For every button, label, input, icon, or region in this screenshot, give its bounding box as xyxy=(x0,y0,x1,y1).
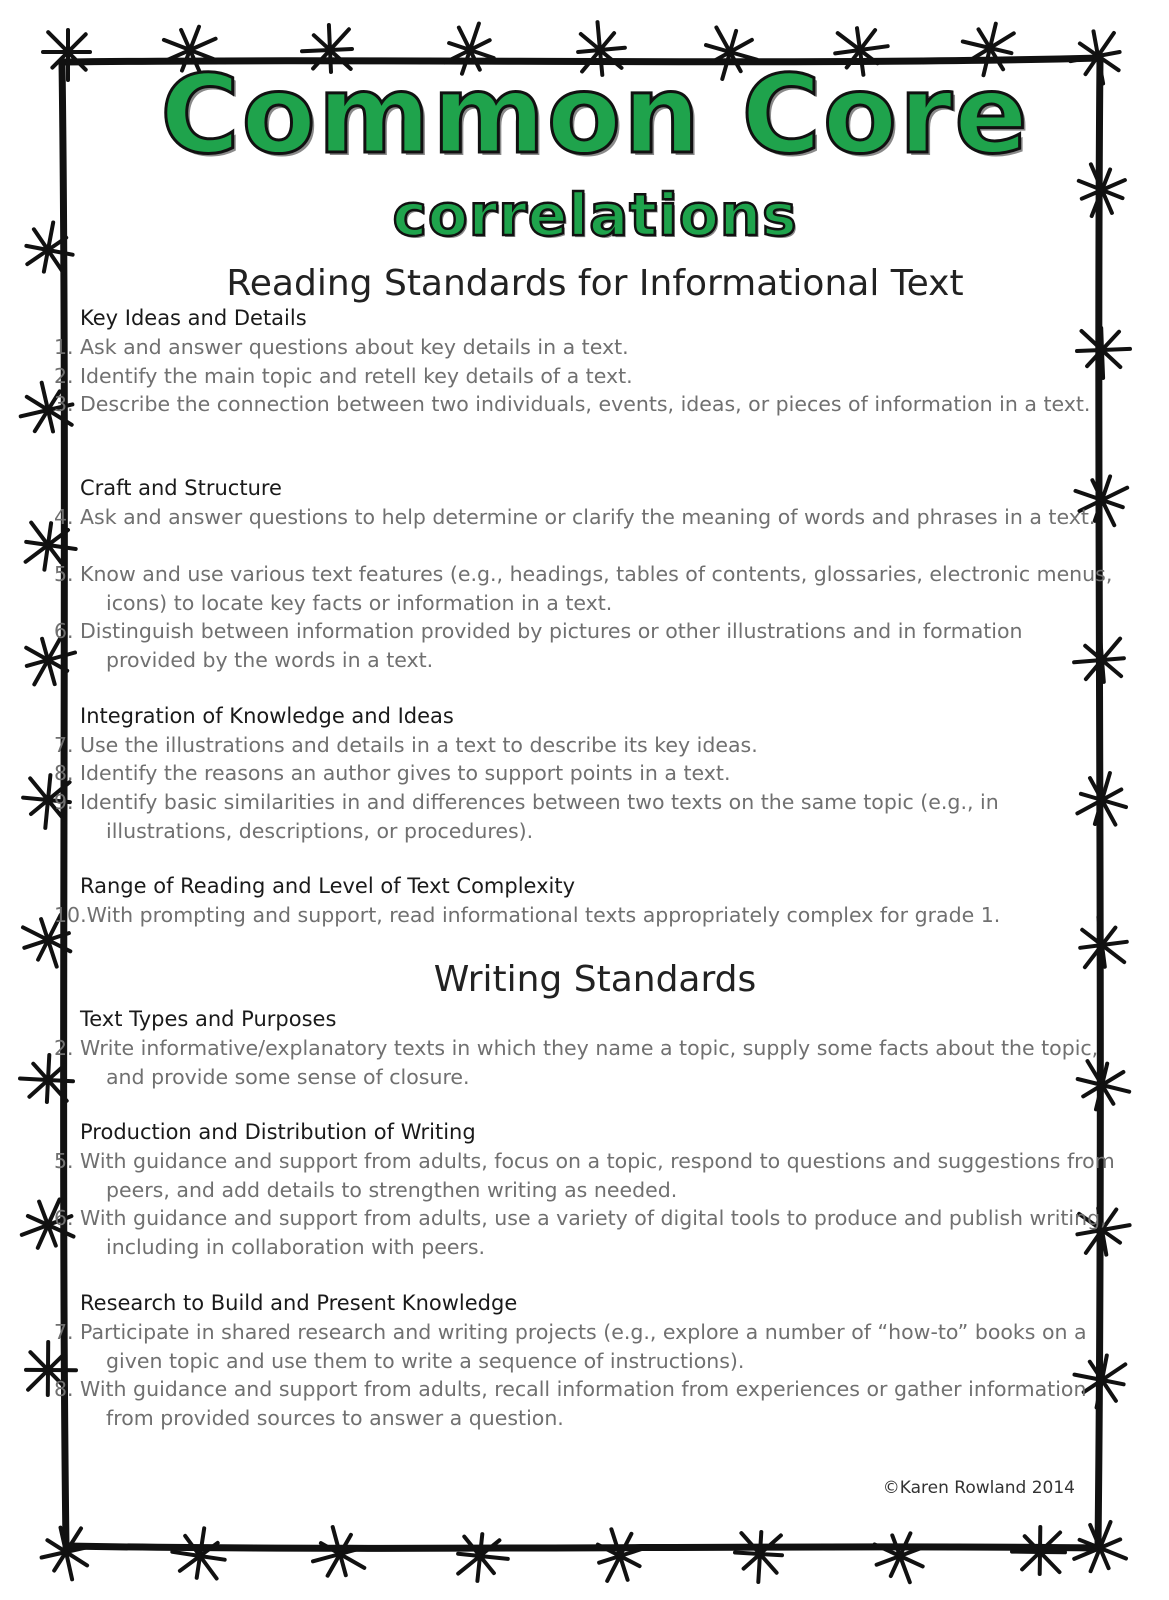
page-title: Common Core xyxy=(160,53,1030,178)
standard-item: 8. With guidance and support from adults, recall information from experiences or gather information from provided sources to answer a question. xyxy=(54,1377,1087,1430)
standard-item: 8. Identify the reasons an author gives to support points in a text. xyxy=(54,761,731,785)
standard-item: 2. Write informative/explanatory texts in which they name a topic, supply some facts about the topic, and provide some sense of closure. xyxy=(54,1036,1099,1089)
item-text: Ask and answer questions to help determine or clarify the meaning of words and phrases in a text. xyxy=(80,505,1096,529)
item-text: Identify basic similarities in and differences between two texts on the same topic (e.g., in illustrations, descriptions, or procedures). xyxy=(80,790,999,843)
item-text: Distinguish between information provided by pictures or other illustrations and in formation provided by the words in a text. xyxy=(80,619,1023,672)
section-heading: Text Types and Purposes xyxy=(80,1007,337,1031)
section-heading: Craft and Structure xyxy=(80,476,282,500)
item-text: Ask and answer questions about key details in a text. xyxy=(80,335,629,359)
standard-item: 4. Ask and answer questions to help determine or clarify the meaning of words and phrases in a text. xyxy=(54,505,1096,529)
standard-item: 7. Participate in shared research and writing projects (e.g., explore a number of “how-to” books on a given topic and use them to write a sequence of instructions). xyxy=(54,1320,1087,1373)
section-heading: Production and Distribution of Writing xyxy=(80,1120,476,1144)
standard-item: 1. Ask and answer questions about key details in a text. xyxy=(54,335,629,359)
standard-item: 6. Distinguish between information provided by pictures or other illustrations and in formation provided by the words in a text. xyxy=(54,619,1023,672)
standard-item: 2. Identify the main topic and retell key details of a text. xyxy=(54,364,633,388)
standard-item: 3. Describe the connection between two individuals, events, ideas, or pieces of information in a text. xyxy=(54,392,1091,416)
reading-standards-heading: Reading Standards for Informational Text xyxy=(226,263,964,304)
standard-item: 5. Know and use various text features (e.g., headings, tables of contents, glossaries, electronic menus, icons) to locate key facts or information in a text. xyxy=(54,562,1113,615)
item-text: With guidance and support from adults, focus on a topic, respond to questions and suggestions from peers, and add details to strengthen writing as needed. xyxy=(80,1149,1115,1202)
copyright-notice: ©Karen Rowland 2014 xyxy=(882,1478,1075,1498)
section-heading: Range of Reading and Level of Text Complexity xyxy=(80,874,576,898)
item-text: Identify the main topic and retell key details of a text. xyxy=(80,364,633,388)
page-subtitle: correlations xyxy=(392,181,798,249)
item-text: Use the illustrations and details in a text to describe its key ideas. xyxy=(80,733,758,757)
section-heading: Key Ideas and Details xyxy=(80,306,307,330)
item-text: With guidance and support from adults, recall information from experiences or gather information from provided sources to answer a question. xyxy=(80,1377,1087,1430)
item-number: 10. xyxy=(54,903,87,927)
standard-item: 6. With guidance and support from adults, use a variety of digital tools to produce and publish writing, including in collaboration with peers. xyxy=(54,1206,1107,1259)
item-text: Identify the reasons an author gives to support points in a text. xyxy=(80,761,731,785)
standard-item xyxy=(54,901,1116,930)
item-text: Write informative/explanatory texts in which they name a topic, supply some facts about the topic, and provide some sense of closure. xyxy=(80,1036,1099,1089)
item-text: Participate in shared research and writing projects (e.g., explore a number of “how-to” books on a given topic and use them to write a sequence of instructions). xyxy=(80,1320,1087,1373)
standard-item: 9. Identify basic similarities in and differences between two texts on the same topic (e.g., in illustrations, descriptions, or procedures). xyxy=(54,790,999,843)
item-text: With prompting and support, read informational texts appropriately complex for grade 1. xyxy=(86,903,1001,927)
item-text: With guidance and support from adults, use a variety of digital tools to produce and publish writing, including in collaboration with peers. xyxy=(80,1206,1107,1259)
standard-item: 7. Use the illustrations and details in a text to describe its key ideas. xyxy=(54,733,758,757)
writing-standards-heading: Writing Standards xyxy=(433,959,757,1000)
section-heading: Research to Build and Present Knowledge xyxy=(80,1291,518,1315)
standard-item: 5. With guidance and support from adults, focus on a topic, respond to questions and suggestions from peers, and add details to strengthen writing as needed. xyxy=(54,1149,1115,1202)
item-text: Know and use various text features (e.g., headings, tables of contents, glossaries, electronic menus, icons) to locate key facts or information in a text. xyxy=(80,562,1113,615)
item-text: Describe the connection between two individuals, events, ideas, or pieces of information in a text. xyxy=(80,392,1091,416)
section-heading: Integration of Knowledge and Ideas xyxy=(80,704,454,728)
